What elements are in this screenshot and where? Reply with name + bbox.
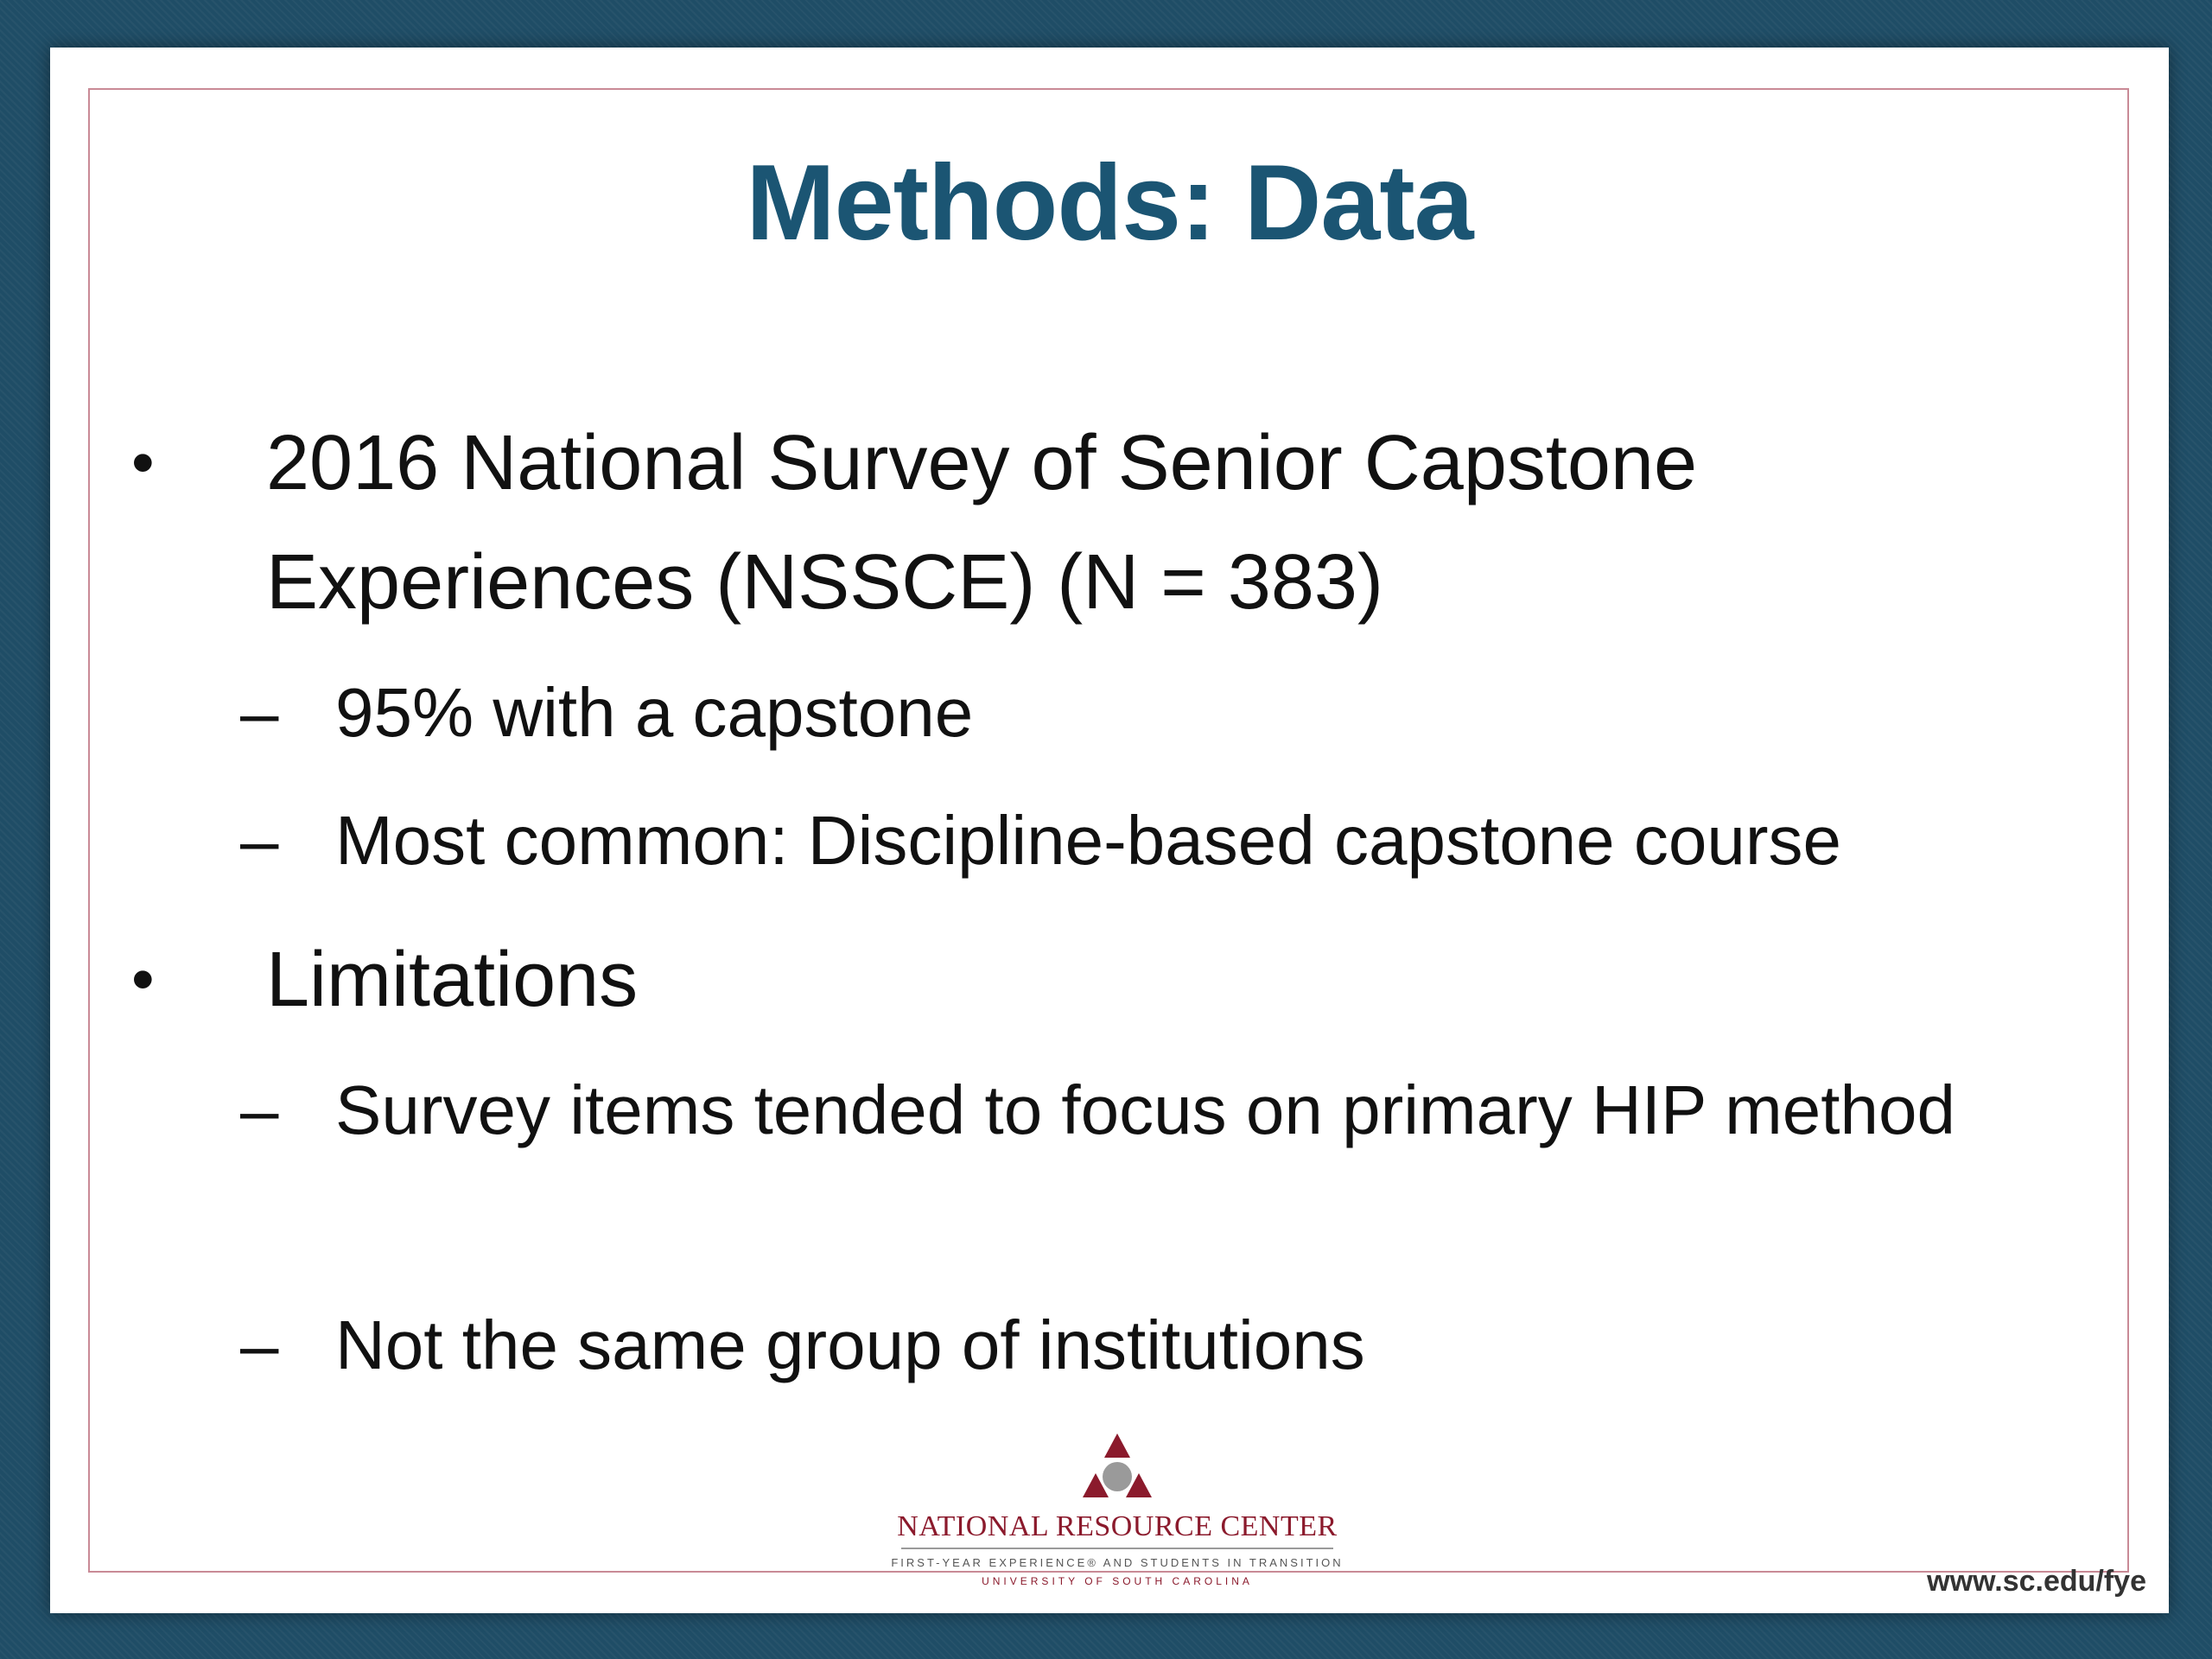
bullet-symbol: •: [131, 943, 155, 1016]
bullet-text: Limitations: [266, 937, 639, 1023]
footer-url: www.sc.edu/fye: [1927, 1565, 2146, 1598]
logo-subtitle: FIRST-YEAR EXPERIENCE® AND STUDENTS IN TRANSITION: [891, 1556, 1344, 1569]
sub-bullet-item: [240, 663, 2072, 763]
sub-bullet-text: Most common: Discipline-based capstone course: [335, 802, 1842, 879]
dash-symbol: –: [240, 674, 279, 751]
sub-bullet-text: 95% with a capstone: [335, 674, 974, 751]
dash-symbol: –: [240, 802, 279, 879]
bullet-item: [131, 920, 2067, 1039]
sub-bullet-text: Not the same group of institutions: [335, 1306, 1365, 1383]
slide: [50, 48, 2169, 1613]
slide-title: Methods: Data: [746, 143, 1473, 263]
bullet-text: 2016 National Survey of Senior Capstone Experiences (NSSCE) (N = 383): [266, 420, 1698, 626]
dash-symbol: –: [240, 1071, 279, 1148]
bullet-list: [50, 48, 2169, 1613]
sub-bullet-text: Survey items tended to focus on primary HIP method: [335, 1071, 1955, 1148]
dash-symbol: –: [240, 1306, 279, 1383]
logo-divider: [901, 1548, 1333, 1549]
sub-bullet-item: [240, 1295, 2072, 1395]
logo-university: UNIVERSITY OF SOUTH CAROLINA: [982, 1575, 1253, 1587]
logo-name: NATIONAL RESOURCE CENTER: [897, 1510, 1338, 1542]
sub-bullet-item: [240, 791, 2072, 891]
triangle-circle-logo-icon: [1070, 1430, 1165, 1510]
national-resource-center-logo: [858, 1430, 1376, 1629]
sub-bullet-item: [240, 1060, 2072, 1160]
bullet-symbol: •: [131, 426, 155, 499]
bullet-item: [131, 404, 2067, 642]
